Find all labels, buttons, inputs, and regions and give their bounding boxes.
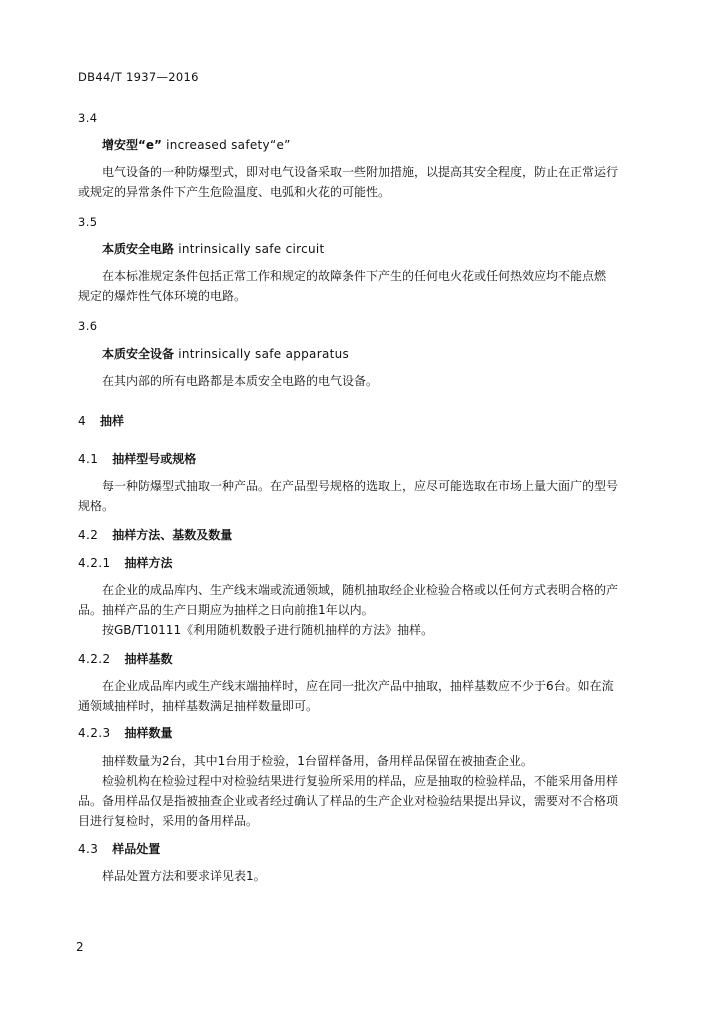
definition-3-6-line-1: 在其内部的所有电路都是本质安全电路的电气设备。 [102, 374, 379, 388]
section-4-2-2-title: 抽样基数 [124, 652, 173, 666]
section-4-2-3-para-2-line-3: 目进行复检时，采用的备用样品。 [78, 814, 259, 828]
section-4-1-title: 抽样型号或规格 [112, 452, 197, 466]
section-4-3-heading [78, 841, 160, 857]
section-4-2-2-para-line-1: 在企业成品库内或生产线末端抽样时，应在同一批次产品中抽取，抽样基数应不少于6台。如在流 [102, 679, 614, 693]
section-4-2-3-para-2-line-1: 检验机构在检验过程中对检验结果进行复验所采用的样品，应是抽取的检验样品，不能采用备用样 [102, 774, 619, 788]
term-3-4-cn: 增安型“e” [102, 138, 162, 152]
section-4-3-para-line-1: 样品处置方法和要求详见表1。 [102, 869, 266, 883]
section-4-2-1-para-1-line-2: 品。抽样产品的生产日期应为抽样之日向前推1年以内。 [78, 603, 374, 617]
term-3-6 [102, 346, 349, 362]
section-4-2-heading [78, 527, 232, 543]
section-4-2-1-para-1-line-1: 在企业的成品库内、生产线末端或流通领域，随机抽取经企业检验合格或以任何方式表明合格的产 [102, 583, 619, 597]
section-4-2-1-heading [78, 555, 173, 571]
page-number: 2 [76, 940, 84, 954]
document-code-header: DB44/T 1937—2016 [78, 70, 199, 84]
clause-number-3-6: 3.6 [78, 319, 98, 333]
section-4-heading [78, 413, 124, 429]
section-4-2-3-para-1-line-1: 抽样数量为2台，其中1台用于检验，1台留样备用，备用样品保留在被抽查企业。 [102, 754, 533, 768]
section-4-1-heading [78, 451, 196, 467]
section-4-2-1-title: 抽样方法 [124, 556, 173, 570]
section-4-number: 4 [78, 414, 87, 428]
section-4-2-3-number: 4.2.3 [78, 726, 111, 740]
term-3-4 [102, 137, 291, 153]
section-4-1-para-line-1: 每一种防爆型式抽取一种产品。在产品型号规格的选取上，应尽可能选取在市场上量大面广的型号 [102, 479, 619, 493]
term-3-5-en: intrinsically safe circuit [178, 242, 325, 256]
section-4-3-title: 样品处置 [112, 842, 161, 856]
definition-3-4-line-1: 电气设备的一种防爆型式，即对电气设备采取一些附加措施，以提高其安全程度，防止在正常运行 [102, 165, 619, 179]
section-4-1-number: 4.1 [78, 452, 99, 466]
section-4-2-3-heading [78, 725, 173, 741]
term-3-6-cn: 本质安全设备 [102, 347, 175, 361]
term-3-5 [102, 241, 325, 257]
section-4-2-1-number: 4.2.1 [78, 556, 111, 570]
definition-3-4-line-2: 或规定的异常条件下产生危险温度、电弧和火花的可能性。 [78, 185, 391, 199]
definition-3-5-line-2: 规定的爆炸性气体环境的电路。 [78, 289, 247, 303]
section-4-2-1-para-2-line-1: 按GB/T10111《利用随机数骰子进行随机抽样的方法》抽样。 [102, 623, 434, 637]
term-3-4-en: increased safety“e” [166, 138, 291, 152]
clause-number-3-4: 3.4 [78, 111, 98, 125]
section-4-2-2-number: 4.2.2 [78, 652, 111, 666]
section-4-2-title: 抽样方法、基数及数量 [112, 528, 233, 542]
clause-number-3-5: 3.5 [78, 215, 98, 229]
section-4-2-number: 4.2 [78, 528, 99, 542]
section-4-title: 抽样 [100, 414, 125, 428]
term-3-5-cn: 本质安全电路 [102, 242, 175, 256]
section-4-2-2-para-line-2: 通领域抽样时，抽样基数满足抽样数量即可。 [78, 699, 319, 713]
section-4-2-3-para-2-line-2: 品。备用样品仅是指被抽查企业或者经过确认了样品的生产企业对检验结果提出异议，需要对不合格项 [78, 794, 619, 808]
section-4-2-2-heading [78, 651, 173, 667]
section-4-3-number: 4.3 [78, 842, 99, 856]
section-4-2-3-title: 抽样数量 [124, 726, 173, 740]
section-4-1-para-line-2: 规格。 [78, 499, 115, 513]
definition-3-5-line-1: 在本标准规定条件包括正常工作和规定的故障条件下产生的任何电火花或任何热效应均不能点燃 [102, 269, 607, 283]
term-3-6-en: intrinsically safe apparatus [178, 347, 350, 361]
